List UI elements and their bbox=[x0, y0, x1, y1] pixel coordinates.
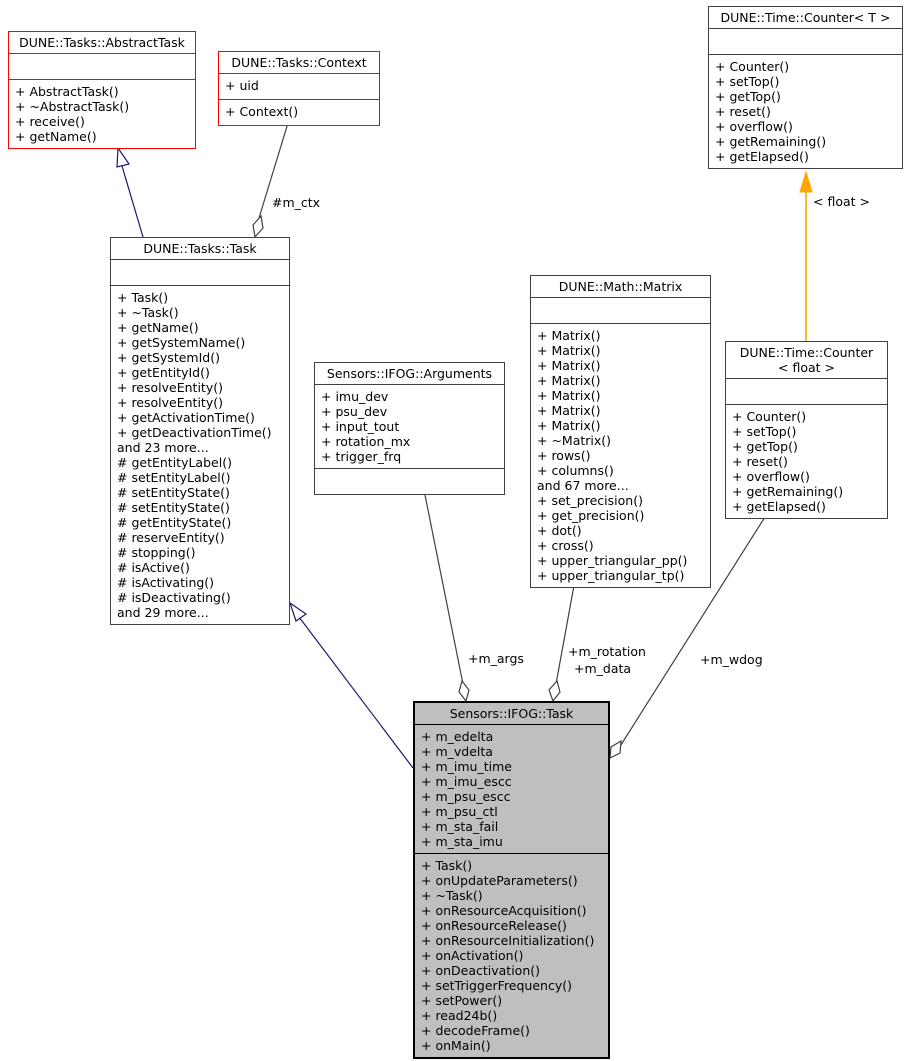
member-line: + onResourceInitialization() bbox=[421, 933, 595, 948]
class-attributes bbox=[219, 74, 379, 100]
edge-label-m-data: +m_data bbox=[574, 661, 632, 676]
member-line: # isActive() bbox=[117, 560, 190, 575]
class-title: Sensors::IFOG::Arguments bbox=[315, 363, 504, 385]
class-box-abstract-task[interactable] bbox=[8, 31, 196, 149]
member-line: + reset() bbox=[715, 104, 771, 119]
member-line: + overflow() bbox=[732, 469, 810, 484]
member-line: + uid bbox=[225, 78, 259, 93]
member-line: # setEntityState() bbox=[117, 500, 230, 515]
member-line: + setTop() bbox=[715, 74, 780, 89]
member-line: + upper_triangular_pp() bbox=[537, 553, 688, 568]
member-line: + onActivation() bbox=[421, 948, 524, 963]
edge-label-m-args: +m_args bbox=[468, 651, 524, 666]
member-line: + read24b() bbox=[421, 1008, 498, 1023]
member-line: + Matrix() bbox=[537, 418, 601, 433]
member-line: # setEntityState() bbox=[117, 485, 230, 500]
member-line: + m_vdelta bbox=[421, 744, 493, 759]
member-line: + getRemaining() bbox=[732, 484, 844, 499]
class-methods bbox=[415, 854, 608, 1057]
class-box-arguments[interactable] bbox=[314, 362, 505, 495]
class-box-matrix[interactable] bbox=[530, 275, 711, 588]
member-line: + getDeactivationTime() bbox=[117, 425, 272, 440]
class-attributes bbox=[709, 29, 902, 55]
member-line: + m_imu_time bbox=[421, 759, 512, 774]
edge-aggregation-arguments-to-ifogtask bbox=[425, 495, 524, 701]
member-line: + trigger_frq bbox=[321, 449, 402, 464]
class-attributes bbox=[415, 725, 608, 854]
member-line: and 67 more... bbox=[537, 478, 629, 493]
member-line: + set_precision() bbox=[537, 493, 643, 508]
member-line: + dot() bbox=[537, 523, 582, 538]
member-line: # isActivating() bbox=[117, 575, 215, 590]
edge-label-template-instance: < float > bbox=[813, 194, 870, 209]
edge-aggregation-context-to-task bbox=[253, 123, 320, 237]
member-line: + Matrix() bbox=[537, 403, 601, 418]
class-attributes bbox=[9, 54, 195, 80]
member-line: + getElapsed() bbox=[732, 499, 826, 514]
member-line: + ~Matrix() bbox=[537, 433, 612, 448]
member-line: + onDeactivation() bbox=[421, 963, 540, 978]
member-line: # isDeactivating() bbox=[117, 590, 231, 605]
member-line: + rotation_mx bbox=[321, 434, 411, 449]
member-line: + getName() bbox=[117, 320, 199, 335]
member-line: + psu_dev bbox=[321, 404, 388, 419]
member-line: + getSystemId() bbox=[117, 350, 220, 365]
member-line: + m_psu_ctl bbox=[421, 804, 498, 819]
class-attributes bbox=[111, 260, 289, 286]
member-line: + input_tout bbox=[321, 419, 400, 434]
member-line: + getTop() bbox=[715, 89, 781, 104]
member-line: + ~Task() bbox=[421, 888, 483, 903]
member-line: + Matrix() bbox=[537, 328, 601, 343]
member-line: + AbstractTask() bbox=[15, 84, 119, 99]
class-box-task[interactable] bbox=[110, 237, 290, 625]
member-line: # stopping() bbox=[117, 545, 196, 560]
class-title: DUNE::Tasks::Context bbox=[219, 52, 379, 74]
class-methods bbox=[726, 405, 887, 518]
class-methods bbox=[9, 80, 195, 148]
class-title-line1: DUNE::Time::Counter bbox=[739, 345, 874, 360]
member-line: + setPower() bbox=[421, 993, 503, 1008]
member-line: + getTop() bbox=[732, 439, 798, 454]
class-attributes bbox=[315, 385, 504, 469]
member-line: + onUpdateParameters() bbox=[421, 873, 578, 888]
class-title bbox=[726, 342, 887, 379]
member-line: + onMain() bbox=[421, 1038, 491, 1053]
member-line: + getEntityId() bbox=[117, 365, 210, 380]
member-line: + overflow() bbox=[715, 119, 793, 134]
member-line: + getName() bbox=[15, 129, 97, 144]
edge-label-m-wdog: +m_wdog bbox=[700, 652, 763, 667]
member-line: + setTriggerFrequency() bbox=[421, 978, 572, 993]
member-line: # reserveEntity() bbox=[117, 530, 225, 545]
edge-inheritance-task-to-abstracttask bbox=[117, 148, 143, 237]
member-line: + Task() bbox=[421, 858, 473, 873]
class-title: DUNE::Tasks::Task bbox=[111, 238, 289, 260]
member-line: + reset() bbox=[732, 454, 788, 469]
member-line: + ~AbstractTask() bbox=[15, 99, 130, 114]
class-methods bbox=[111, 286, 289, 624]
member-line: + Matrix() bbox=[537, 388, 601, 403]
member-line: + getSystemName() bbox=[117, 335, 246, 350]
member-line: and 23 more... bbox=[117, 440, 209, 455]
member-line: + ~Task() bbox=[117, 305, 179, 320]
class-title: DUNE::Math::Matrix bbox=[531, 276, 710, 298]
member-line: + m_edelta bbox=[421, 729, 494, 744]
class-box-ifog-task[interactable] bbox=[413, 701, 610, 1059]
member-line: + columns() bbox=[537, 463, 614, 478]
member-line: + get_precision() bbox=[537, 508, 645, 523]
class-box-counter-float[interactable] bbox=[725, 341, 888, 519]
member-line: # getEntityState() bbox=[117, 515, 232, 530]
member-line: + Counter() bbox=[715, 59, 790, 74]
member-line: + Context() bbox=[225, 104, 299, 119]
member-line: + resolveEntity() bbox=[117, 395, 223, 410]
member-line: # setEntityLabel() bbox=[117, 470, 231, 485]
member-line: + m_imu_escc bbox=[421, 774, 512, 789]
edge-template-counterfloat-to-countert bbox=[800, 172, 870, 341]
member-line: + rows() bbox=[537, 448, 591, 463]
class-methods bbox=[709, 55, 902, 168]
member-line: + Matrix() bbox=[537, 343, 601, 358]
member-line: + cross() bbox=[537, 538, 594, 553]
edge-aggregation-matrix-to-ifogtask bbox=[549, 580, 646, 701]
edge-inheritance-ifogtask-to-task bbox=[290, 603, 413, 768]
member-line: + m_sta_fail bbox=[421, 819, 499, 834]
class-methods bbox=[219, 100, 379, 125]
class-box-context[interactable] bbox=[218, 51, 380, 126]
member-line: + m_psu_escc bbox=[421, 789, 511, 804]
member-line: + receive() bbox=[15, 114, 85, 129]
class-title-line2: < float > bbox=[778, 360, 835, 375]
member-line: + resolveEntity() bbox=[117, 380, 223, 395]
member-line: and 29 more... bbox=[117, 605, 209, 620]
class-methods bbox=[531, 324, 710, 587]
member-line: + getRemaining() bbox=[715, 134, 827, 149]
member-line: + getElapsed() bbox=[715, 149, 809, 164]
member-line: + Matrix() bbox=[537, 358, 601, 373]
member-line: + Counter() bbox=[732, 409, 807, 424]
member-line: + Task() bbox=[117, 290, 169, 305]
class-title: Sensors::IFOG::Task bbox=[415, 703, 608, 725]
member-line: + imu_dev bbox=[321, 389, 389, 404]
member-line: + decodeFrame() bbox=[421, 1023, 530, 1038]
member-line: + m_sta_imu bbox=[421, 834, 503, 849]
class-title: DUNE::Tasks::AbstractTask bbox=[9, 32, 195, 54]
member-line: + getActivationTime() bbox=[117, 410, 255, 425]
member-line: + onResourceAcquisition() bbox=[421, 903, 587, 918]
edge-label-m-ctx: #m_ctx bbox=[272, 195, 321, 210]
class-box-counter-t[interactable] bbox=[708, 6, 903, 169]
class-attributes bbox=[531, 298, 710, 324]
class-methods bbox=[315, 469, 504, 494]
edge-label-m-rotation: +m_rotation bbox=[568, 644, 646, 659]
class-title: DUNE::Time::Counter< T > bbox=[709, 7, 902, 29]
member-line: + onResourceRelease() bbox=[421, 918, 567, 933]
member-line: + setTop() bbox=[732, 424, 797, 439]
member-line: + upper_triangular_tp() bbox=[537, 568, 685, 583]
member-line: # getEntityLabel() bbox=[117, 455, 232, 470]
class-attributes bbox=[726, 379, 887, 405]
member-line: + Matrix() bbox=[537, 373, 601, 388]
